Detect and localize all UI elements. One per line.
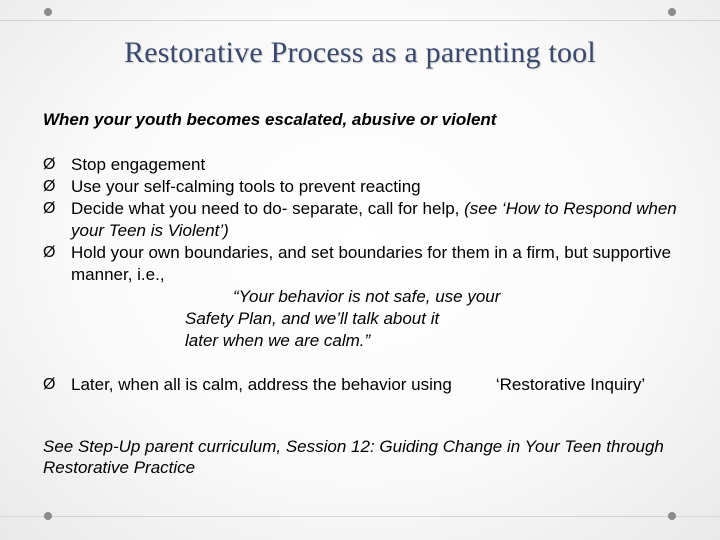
quoted-phrase [43,286,683,352]
corner-dot-bottom-right [668,512,676,520]
list-item [43,198,683,242]
arrow-bullet-icon: Ø [43,178,56,195]
bullet-list [43,154,683,352]
curriculum-reference: See Step-Up parent curriculum, Session 12: Guiding Change in Your Teen through Restorative Practice [43,437,664,477]
arrow-bullet-icon: Ø [43,244,56,261]
bullet-text: Later, when all is calm, address the behavior using [71,375,452,394]
bullet-text-continued: ‘Restorative Inquiry’ [495,375,646,394]
slide-subtitle: When your youth becomes escalated, abusive or violent [43,110,497,129]
list-item [43,176,683,198]
bottom-frame-line [0,516,720,517]
bullet-text: Use your self-calming tools to prevent reacting [71,177,421,196]
top-frame-line [0,20,720,21]
quote-line-3: later when we are calm.” [185,331,371,350]
arrow-bullet-icon: Ø [43,200,56,217]
arrow-bullet-icon: Ø [43,156,56,173]
bullet-list-later [43,374,683,395]
quote-line-2: Safety Plan, and we’ll talk about it [185,309,440,328]
list-item [43,374,683,395]
corner-dot-top-right [668,8,676,16]
bullet-text: Decide what you need to do- separate, call for help, [71,199,465,218]
bullet-text: Hold your own boundaries, and set boundaries for them in a firm, but supportive manner, i.e., [71,243,672,284]
corner-dot-bottom-left [44,512,52,520]
arrow-bullet-icon: Ø [43,376,56,393]
list-item [43,154,683,176]
corner-dot-top-left [44,8,52,16]
bullet-text: Stop engagement [71,155,206,174]
slide-title: Restorative Process as a parenting tool [124,36,596,69]
bullet-italic-reference: (see ‘How to Respond when your Teen is Violent’) [71,199,677,240]
quote-line-1: “Your behavior is not safe, use your [233,287,501,306]
list-item [43,242,683,286]
